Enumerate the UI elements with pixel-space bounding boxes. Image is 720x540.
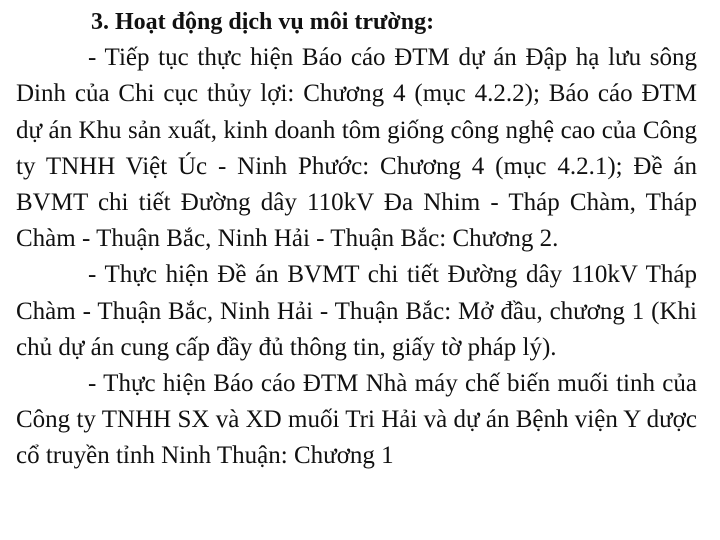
paragraph-dtm-salt-factory: - Thực hiện Báo cáo ĐTM Nhà máy chế biến muối tinh của Công ty TNHH SX và XD muối Tri Hải và dự án Bệnh viện Y dược cổ truyền tỉnh Ninh Thuận: Chương 1 — [16, 370, 697, 470]
document-page — [16, 0, 697, 475]
section-heading: 3. Hoạt động dịch vụ môi trường: — [91, 9, 435, 35]
paragraph-ongoing-reports: - Tiếp tục thực hiện Báo cáo ĐTM dự án Đập hạ lưu sông Dinh của Chi cục thủy lợi: Chương 4 (mục 4.2.2); Báo cáo ĐTM dự án Khu sản xuất, kinh doanh tôm giống công nghệ cao của Công ty TNHH Việt Úc - Ninh Phước: Chương 4 (mục 4.2.1); Đề án BVMT chi tiết Đường dây 110kV Đa Nhim - Tháp Chàm, Tháp Chàm - Thuận Bắc, Ninh Hải - Thuận Bắc: Chương 2. — [16, 44, 697, 253]
paragraph-bvmt-project: - Thực hiện Đề án BVMT chi tiết Đường dây 110kV Tháp Chàm - Thuận Bắc, Ninh Hải - Thuận Bắc: Mở đầu, chương 1 (Khi chủ dự án cung cấp đầy đủ thông tin, giấy tờ pháp lý). — [16, 261, 697, 361]
